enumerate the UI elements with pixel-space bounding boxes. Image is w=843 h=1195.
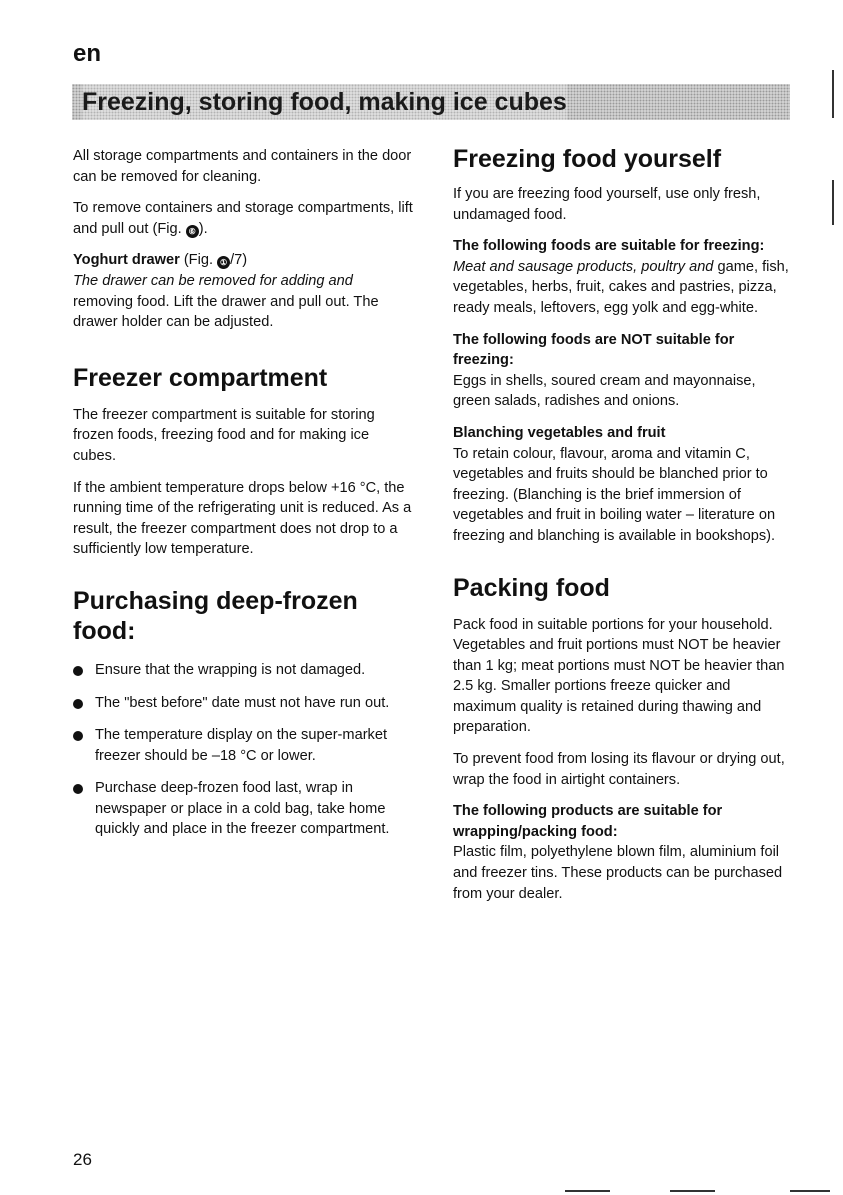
- list-item-text: The temperature display on the super-market freezer should be –18 °C or lower.: [95, 727, 388, 764]
- bullet-icon: [73, 666, 83, 676]
- packing-paragraph-1: Pack food in suitable portions for your household.: [453, 616, 773, 633]
- freezer-heading: Freezer compartment: [73, 363, 328, 392]
- list-item: [73, 693, 413, 714]
- not-suitable-title: The following foods are NOT suitable for freezing:: [453, 331, 735, 369]
- list-item: [73, 660, 413, 681]
- suitable-body-italic: Meat and sausage products, poultry and: [453, 258, 714, 275]
- remove-text: To remove containers and storage compartments, lift and pull out (Fig.: [73, 200, 413, 237]
- intro-text: All storage compartments and containers in the door can be removed for cleaning.: [73, 148, 412, 185]
- wrapping-section: [453, 801, 793, 904]
- figure-ref-icon: ⑥: [186, 225, 199, 238]
- margin-mark: [670, 1190, 715, 1192]
- packing-paragraph-3: To prevent food from losing its flavour or drying out, wrap the food in airtight containers.: [453, 751, 785, 788]
- left-column: [73, 146, 413, 852]
- suitable-body: game, fish, vegetables, herbs, fruit, cakes and pastries, pizza, ready meals, leftovers, egg yolk and egg-white.: [453, 258, 789, 316]
- bullet-icon: [73, 699, 83, 709]
- wrapping-title: The following products are suitable for wrapping/packing food:: [453, 803, 723, 840]
- right-column: [453, 144, 793, 915]
- freezer-paragraph-1: The freezer compartment is suitable for storing frozen foods, freezing food and for making ice cubes.: [73, 406, 375, 464]
- remove-instructions: [73, 198, 413, 239]
- wrapping-body: Plastic film, polyethylene blown film, aluminium foil and freezer tins. These products can be purchased from your dealer.: [453, 844, 783, 902]
- margin-mark: [790, 1190, 830, 1192]
- page-number: 26: [73, 1150, 92, 1169]
- blanching-section: [453, 423, 793, 547]
- yoghurt-section: [73, 250, 413, 332]
- packing-heading: Packing food: [453, 573, 610, 602]
- not-suitable-body: Eggs in shells, soured cream and mayonnaise, green salads, radishes and onions.: [453, 372, 756, 410]
- bullet-icon: [73, 731, 83, 741]
- yoghurt-body: removing food. Lift the drawer and pull out. The drawer holder can be adjusted.: [73, 293, 379, 331]
- not-suitable-section: [453, 330, 793, 412]
- freezing-paragraph: If you are freezing food yourself, use only fresh, undamaged food.: [453, 186, 761, 223]
- purchasing-list: [73, 660, 413, 840]
- purchasing-heading: Purchasing deep-frozen food:: [73, 586, 358, 645]
- margin-mark: [832, 70, 834, 118]
- bullet-icon: [73, 784, 83, 794]
- suitable-title: The following foods are suitable for freezing:: [453, 238, 765, 255]
- figure-ref-icon: ①: [217, 256, 230, 269]
- yoghurt-fig-text: (Fig.: [179, 252, 218, 269]
- yoghurt-fig-end: /7): [230, 252, 248, 269]
- suitable-section: [453, 236, 793, 318]
- list-item: [73, 725, 413, 766]
- section-banner: [72, 84, 790, 120]
- remove-text-end: ).: [198, 220, 208, 237]
- list-item-text: The "best before" date must not have run out.: [95, 694, 390, 711]
- blanching-title: Blanching vegetables and fruit: [453, 424, 666, 441]
- freezer-paragraph-2: If the ambient temperature drops below +16 °C, the running time of the refrigerating unit is reduced. As a result, the freezer compartment does not drop to a sufficiently low temperature.: [73, 479, 412, 558]
- margin-mark: [832, 180, 834, 225]
- margin-mark: [565, 1190, 610, 1192]
- blanching-body: To retain colour, flavour, aroma and vitamin C, vegetables and fruits should be blanched prior to freezing. (Blanching is the brief immersion of vegetables and fruit in boiling water – literature on freezing and blanching is available in bookshops).: [453, 445, 776, 544]
- freezing-heading: Freezing food yourself: [453, 145, 722, 173]
- list-item-text: Purchase deep-frozen food last, wrap in newspaper or place in a cold bag, take home quickly and place in the freezer compartment.: [95, 780, 390, 838]
- yoghurt-title: Yoghurt drawer: [73, 252, 180, 269]
- packing-paragraph-2: Vegetables and fruit portions must NOT be heavier than 1 kg; meat portions must NOT be heavier than 2.5 kg. Smaller portions freeze quicker and maximum quality is retained during thawing and preparation.: [453, 637, 785, 736]
- list-item: [73, 778, 413, 840]
- language-code: en: [73, 40, 102, 67]
- yoghurt-body-italic: The drawer can be removed for adding and: [73, 272, 353, 289]
- list-item-text: Ensure that the wrapping is not damaged.: [95, 661, 366, 678]
- banner-title: Freezing, storing food, making ice cubes: [82, 84, 567, 120]
